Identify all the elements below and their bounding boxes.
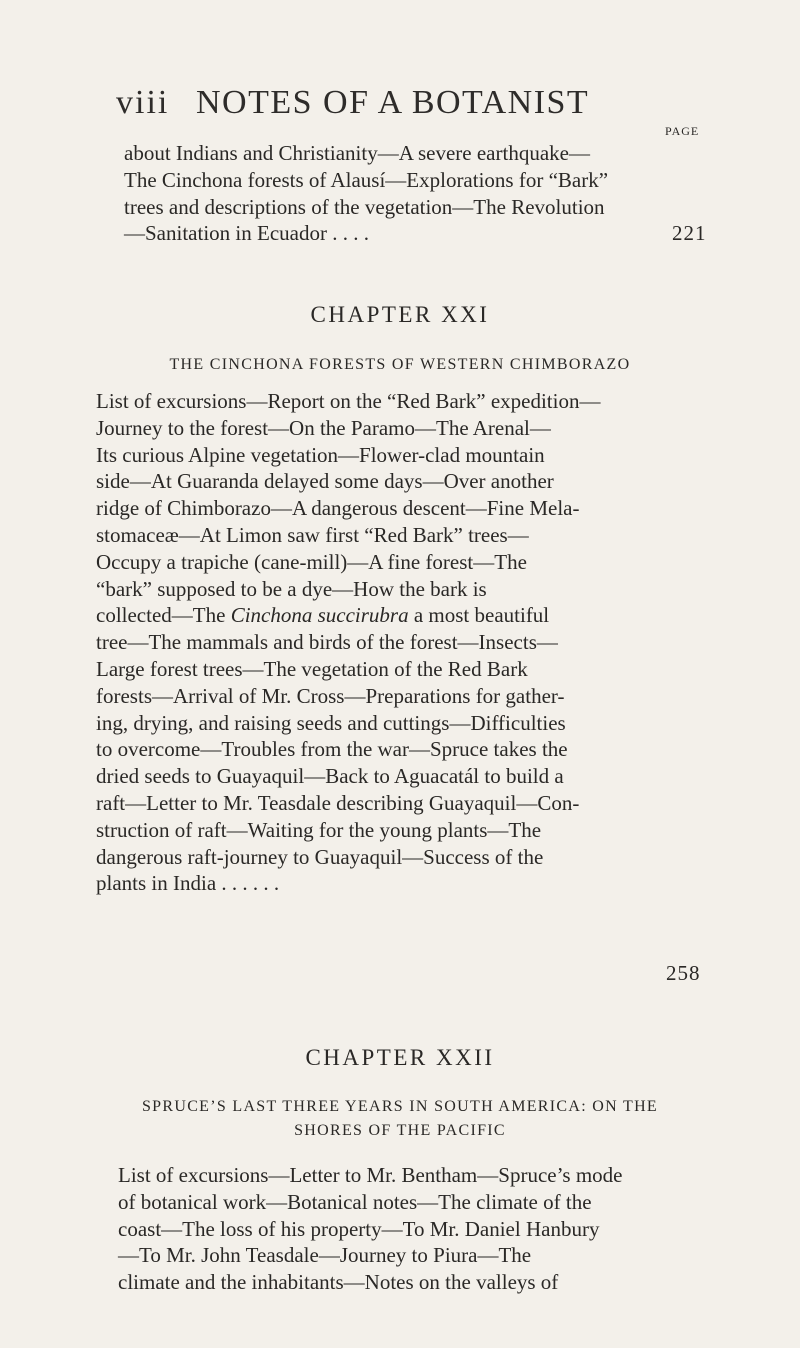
toc-line: to overcome—Troubles from the war—Spruce takes the [96,737,568,762]
toc-line: side—At Guaranda delayed some days—Over another [96,469,554,494]
toc-line: raft—Letter to Mr. Teasdale describing Guayaquil—Con- [96,790,580,815]
chapter-heading: CHAPTER XXII [305,1045,495,1070]
chapter-heading: CHAPTER XXI [310,302,490,327]
page-column-label: PAGE [665,124,700,138]
chapter-subtitle: THE CINCHONA FORESTS OF WESTERN CHIMBORAZO [169,356,631,373]
toc-line: List of excursions—Report on the “Red Bark” expedition— [96,389,601,413]
toc-text: collected—The [96,603,231,628]
toc-line: “bark” supposed to be a dye—How the bark is [96,576,487,601]
toc-line: Occupy a trapiche (cane-mill)—A fine forest—The [96,549,527,574]
toc-line: —To Mr. John Teasdale—Journey to Piura—The [118,1243,532,1268]
toc-line: climate and the inhabitants—Notes on the valleys of [118,1270,559,1295]
toc-line: ing, drying, and raising seeds and cuttings—Difficulties [96,710,566,735]
toc-entry-chapter-21 [96,388,712,897]
toc-line: forests—Arrival of Mr. Cross—Preparations for gather- [96,683,565,708]
chapter-subtitle-line: SPRUCE’S LAST THREE YEARS IN SOUTH AMERICA: ON THE [141,1098,658,1115]
toc-entry-chapter-20-continued [124,140,684,247]
toc-page-number: 221 [672,221,707,245]
chapter-subtitle [0,1098,800,1140]
toc-line: ridge of Chimborazo—A dangerous descent—Fine Mela- [96,496,580,521]
toc-line: dried seeds to Guayaquil—Back to Aguacatál to build a [96,764,564,789]
folio-number: viii [116,84,170,121]
book-title: NOTES OF A BOTANIST [196,84,590,121]
species-name: Cinchona succirubra [230,603,409,628]
toc-line: coast—The loss of his property—To Mr. Daniel Hanbury [118,1216,600,1241]
toc-page-number: 258 [666,961,701,985]
toc-line: —Sanitation in Ecuador . . . . [124,221,369,246]
toc-entry-chapter-22 [118,1162,708,1296]
running-head [116,84,716,122]
toc-line: dangerous raft-journey to Guayaquil—Success of the [96,844,544,869]
toc-line [96,602,712,629]
toc-line: tree—The mammals and birds of the forest—Insects— [96,630,558,655]
toc-line: of botanical work—Botanical notes—The climate of the [118,1189,592,1214]
toc-line: struction of raft—Waiting for the young plants—The [96,817,542,842]
toc-text: a most beautiful [408,603,550,628]
toc-line: Its curious Alpine vegetation—Flower-clad mountain [96,442,545,467]
chapter-subtitle-line: SHORES OF THE PACIFIC [294,1122,506,1139]
toc-line: about Indians and Christianity—A severe earthquake— [124,141,590,165]
toc-line: plants in India . . . . . . [96,871,280,896]
toc-line: trees and descriptions of the vegetation—The Revolution [124,194,605,219]
toc-line: Large forest trees—The vegetation of the Red Bark [96,656,528,681]
toc-line: stomaceæ—At Limon saw first “Red Bark” trees— [96,522,529,547]
toc-line: List of excursions—Letter to Mr. Bentham—Spruce’s mode [118,1163,623,1187]
toc-line: The Cinchona forests of Alausí—Explorations for “Bark” [124,167,609,192]
toc-line: Journey to the forest—On the Paramo—The Arenal— [96,415,551,440]
